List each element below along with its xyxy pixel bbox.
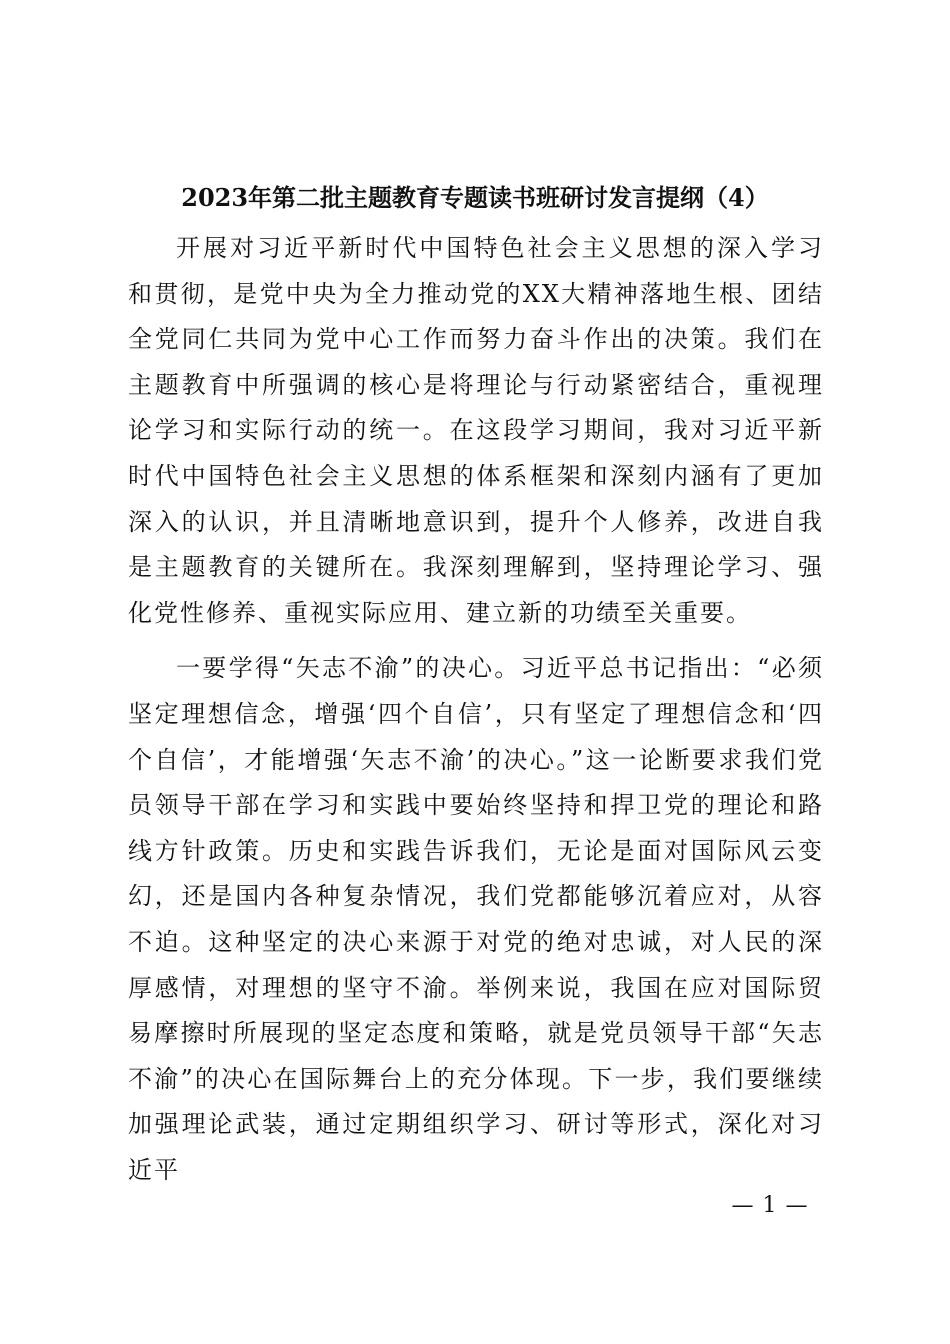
document-title: 2023年第二批主题教育专题读书班研讨发言提纲（4） — [181, 183, 769, 212]
paragraph-resolve: 一要学得“矢志不渝”的决心。习近平总书记指出：“必须坚定理想信念，增强‘四个自信’，只有坚定了理想信念和‘四个自信’，才能增强‘矢志不渝’的决心。”这一论断要求我们党员领导干部在学习和实践中要始终坚持和捍卫党的理论和路线方针政策。历史和实践告诉我们，无论是面对国际风云变幻，还是国内各种复杂情况，我们党都能够沉着应对，从容不迫。这种坚定的决心来源于对党的绝对忠诚，对人民的深厚感情，对理想的坚守不渝。举例来说，我国在应对国际贸易摩擦时所展现的坚定态度和策略，就是党员领导干部“矢志不渝”的决心在国际舞台上的充分体现。下一步，我们要继续加强理论武装，通过定期组织学习、研讨等形式，深化对习近平 — [128, 654, 824, 1184]
page-number: — 1 — — [731, 1193, 809, 1218]
paragraph-intro: 开展对习近平新时代中国特色社会主义思想的深入学习和贯彻，是党中央为全力推动党的XX大精神落地生根、团结全党同仁共同为党中心工作而努力奋斗作出的决策。我们在主题教育中所强调的核心是将理论与行动紧密结合，重视理论学习和实际行动的统一。在这段学习期间，我对习近平新时代中国特色社会主义思想的体系框架和深刻内涵有了更加深入的认识，并且清晰地意识到，提升个人修养，改进自我是主题教育的关键所在。我深刻理解到，坚持理论学习、强化党性修养、重视实际应用、建立新的功绩至关重要。 — [128, 234, 824, 627]
document-body — [128, 226, 824, 1193]
